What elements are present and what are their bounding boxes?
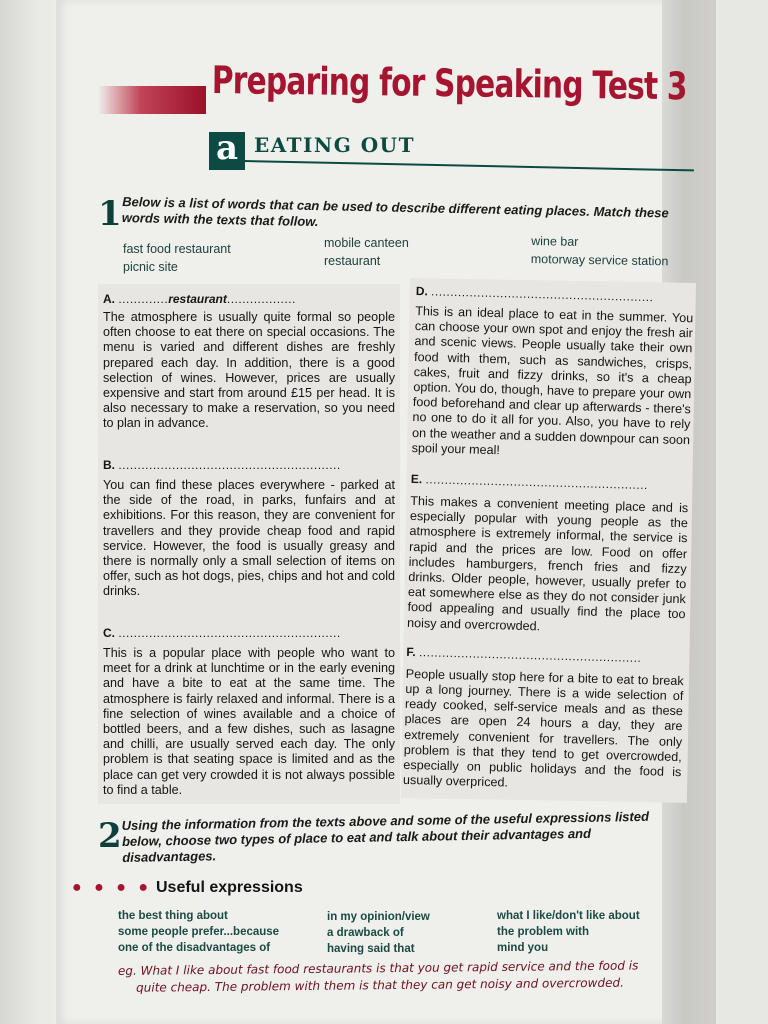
word-item: wine bar — [531, 234, 579, 249]
word-item: mobile canteen — [324, 236, 409, 250]
useful-expressions-title: Useful expressions — [156, 879, 303, 896]
text-e-label — [411, 472, 691, 493]
text-a-body: The atmosphere is usually quite formal so people often choose to eat there on special occasions. The menu is varied and different dishes are freshly prepared each day. In addition, there is a good selection of wines. However, prices are usually expensive and start from around £15 per head. It is also necessary to make a reservation, so you need to plan in advance. — [103, 310, 395, 431]
text-c-answer-blank[interactable]: .......................................................... — [118, 626, 341, 640]
expressions-column-1 — [118, 908, 279, 956]
task-number-2: 2 — [98, 816, 122, 856]
task-2-instruction: Using the information from the texts above and some of the useful expressions listed below, choose two types of place to eat and talk about their advantages and disadvantages. — [121, 808, 650, 865]
expression-item: one of the disadvantages of — [118, 942, 271, 954]
text-b-letter: B. — [103, 458, 115, 472]
word-column-3 — [531, 232, 669, 270]
example-sentence — [118, 957, 678, 997]
text-f-answer-blank[interactable]: .......................................................... — [418, 645, 642, 665]
text-e-body: This makes a convenient meeting place and is especially popular with young people as the atmosphere is extremely informal, the service is rapid and the prices are low. Food on offer includes hamburgers, french fries and fizzy drinks. Older people, however, usually prefer to eat somewhere else as they do not consider junk food appealing and usually find the place too noisy and overcrowded. — [406, 493, 689, 634]
text-f-label — [406, 645, 686, 666]
text-b-body: You can find these places everywhere - parked at the side of the road, in parks, funfairs and at exhibitions. For this reason, they are convenient for travellers and they provide cheap food and rapid service. However, the food is usually greasy and there is normally only a small selection of items on offer, such as hot dogs, pies, chips and hot and cold drinks. — [103, 478, 395, 599]
example-line-2: quite cheap. The problem with them is that they can get noisy and overcrowded. — [136, 975, 624, 995]
text-b-label — [103, 458, 341, 472]
text-c-body: This is a popular place with people who want to meet for a drink at lunchtime or in the early evening and have a bite to eat at the same time. The atmosphere is fairly relaxed and informal. There is a fine selection of wines available and a choice of bottled beers, and a few dishes, such as lasagne and chilli, are usually served each day. The only problem is that seating space is limited and as the place can get very crowded it is not always possible to find a table. — [103, 646, 395, 797]
expression-item: the problem with — [497, 926, 589, 938]
text-e-answer-blank[interactable]: .......................................................... — [425, 472, 649, 493]
expression-item: in my opinion/view — [327, 911, 430, 923]
task-1-instruction: Below is a list of words that can be used to describe different eating places. Match these words with the texts that follow. — [121, 194, 669, 230]
expression-item: mind you — [497, 942, 549, 954]
word-item: fast food restaurant — [123, 242, 231, 256]
expression-item: what I like/don't like about — [497, 910, 640, 922]
text-a-dots-before: ............. — [118, 292, 169, 306]
text-a-letter: A. — [103, 292, 115, 306]
text-c-label — [103, 626, 341, 640]
text-f-body: People usually stop here for a bite to eat to break up a long journey. There is a wide selection of ready cooked, self-service meals and as these places are open 24 hours a day, they are extremely convenient for travellers. The only problem is that they tend to get overcrowded, especially on public holidays and the food is usually overpriced. — [402, 666, 684, 790]
text-b-answer-blank[interactable]: .......................................................... — [118, 458, 341, 472]
word-item: restaurant — [324, 254, 381, 268]
word-column-2 — [324, 234, 409, 270]
text-c-letter: C. — [103, 626, 115, 640]
expression-item: having said that — [327, 943, 415, 955]
useful-expressions-heading — [72, 879, 303, 897]
title-accent-bar — [98, 86, 206, 114]
task-number-1: 1 — [98, 194, 122, 234]
text-a-answer[interactable]: restaurant — [168, 292, 227, 306]
page-title: Preparing for Speaking Test 3 — [211, 58, 687, 109]
expressions-column-3 — [497, 908, 640, 956]
text-d-body: This is an ideal place to eat in the summer. You can choose your own spot and enjoy the fresh air and scenic views. People usually take their own food with them, such as sandwiches, crisps, cakes, fruit and fizzy drinks, so it's a cheap option. You do, though, have to prepare your own food beforehand and clear up afterwards - there's no one to do it all for you. Also, you have to rely on the weather and a sudden downpour can soon spoil your meal! — [411, 303, 694, 458]
expression-item: a drawback of — [327, 927, 404, 939]
text-a-dots-after: .................. — [226, 292, 296, 306]
section-letter-badge: a — [209, 132, 245, 170]
text-f-letter: F. — [406, 644, 416, 659]
expression-item: some people prefer...because — [118, 926, 280, 938]
section-title: EATING OUT — [254, 133, 415, 157]
expressions-column-2 — [327, 909, 430, 957]
example-line-1: eg. What I like about fast food restaurants is that you get rapid service and the food is — [117, 958, 639, 978]
text-d-letter: D. — [415, 284, 428, 299]
text-a-label — [103, 292, 296, 306]
text-e-letter: E. — [410, 471, 423, 487]
text-d-answer-blank[interactable]: .......................................................... — [430, 284, 654, 305]
right-column-text — [403, 284, 696, 796]
word-item: picnic site — [123, 260, 178, 274]
word-column-1 — [123, 240, 231, 276]
word-item: motorway service station — [530, 251, 669, 269]
expression-item: the best thing about — [118, 910, 228, 922]
bullet-dots: ● ● ● ● — [72, 879, 152, 896]
